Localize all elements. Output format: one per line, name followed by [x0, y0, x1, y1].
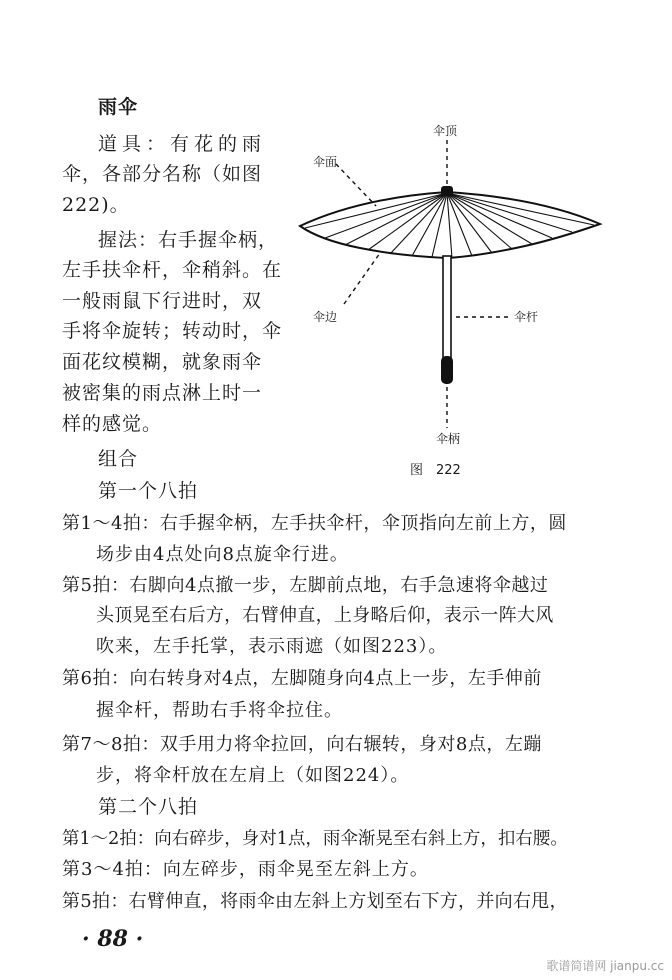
beat2-line-3: 第5拍：右臂伸直，将雨伞由左斜上方划至右下方，并向右甩， — [62, 891, 568, 912]
section-heading: 雨伞 — [98, 96, 139, 118]
label-handle: 伞柄 — [436, 432, 461, 446]
beat-line-8: 第7～8拍：双手用力将伞拉回，向右辗转，身对8点，左蹦 — [62, 734, 542, 755]
grip-line-4: 手将伞旋转；转动时，伞 — [62, 320, 283, 342]
umbrella-shaft — [443, 256, 451, 360]
combination-title: 组合 — [98, 448, 139, 470]
grip-line-1: 握法：右手握伞柄， — [98, 229, 279, 251]
leader-lines — [336, 140, 510, 428]
eight-beat-2-title: 第二个八拍 — [98, 796, 199, 818]
umbrella-handle — [441, 356, 453, 384]
label-edge: 伞边 — [313, 310, 338, 324]
props-line-3: 222)。 — [62, 194, 130, 216]
beat-line-5: 吹来，左手托掌，表示雨遮（如图223）。 — [96, 636, 448, 657]
beat-line-2: 场步由4点处向8点旋伞行进。 — [96, 544, 349, 565]
watermark: 歌谱简谱网 jianpu.cc — [546, 959, 664, 973]
umbrella-top-cap — [441, 186, 453, 196]
beat-line-7: 握伞杆，帮助右手将伞拉住。 — [96, 700, 343, 721]
beat-line-3: 第5拍：右脚向4点撤一步，左脚前点地，右手急速将伞越过 — [62, 575, 549, 596]
beat2-line-2: 第3～4拍：向左碎步，雨伞晃至左斜上方。 — [62, 859, 429, 880]
label-top: 伞顶 — [433, 124, 458, 138]
beat2-line-1: 第1～2拍：向右碎步，身对1点，雨伞渐晃至右斜上方，扣右腰。 — [62, 829, 568, 849]
beat-line-4: 头顶晃至右后方，右臂伸直，上身略后仰，表示一阵大风 — [96, 605, 554, 626]
label-shaft: 伞杆 — [514, 310, 539, 324]
eight-beat-1-title: 第一个八拍 — [98, 480, 199, 502]
label-face: 伞面 — [313, 155, 338, 169]
props-line-2: 伞，各部分名称（如图 — [62, 163, 263, 185]
beat-line-9: 步，将伞杆放在左肩上（如图224）。 — [96, 765, 410, 786]
page-number: · 88 · — [82, 926, 144, 952]
beat-line-1: 第1～4拍：右手握伞柄，左手扶伞杆，伞顶指向左前上方，圆 — [62, 513, 567, 534]
grip-line-3: 一般雨鼠下行进时，双 — [62, 290, 263, 312]
grip-line-2: 左手扶伞杆，伞稍斜。在 — [62, 259, 283, 281]
beat-line-6: 第6拍：向右转身对4点，左脚随身向4点上一步，左手伸前 — [62, 668, 542, 689]
grip-line-7: 样的感觉。 — [62, 413, 163, 435]
props-line-1: 道具：有花的雨 — [98, 133, 267, 155]
figure-caption: 图 222 — [410, 463, 461, 478]
grip-line-6: 被密集的雨点淋上时一 — [62, 382, 263, 404]
grip-line-5: 面花纹模糊，就象雨伞 — [62, 351, 263, 373]
